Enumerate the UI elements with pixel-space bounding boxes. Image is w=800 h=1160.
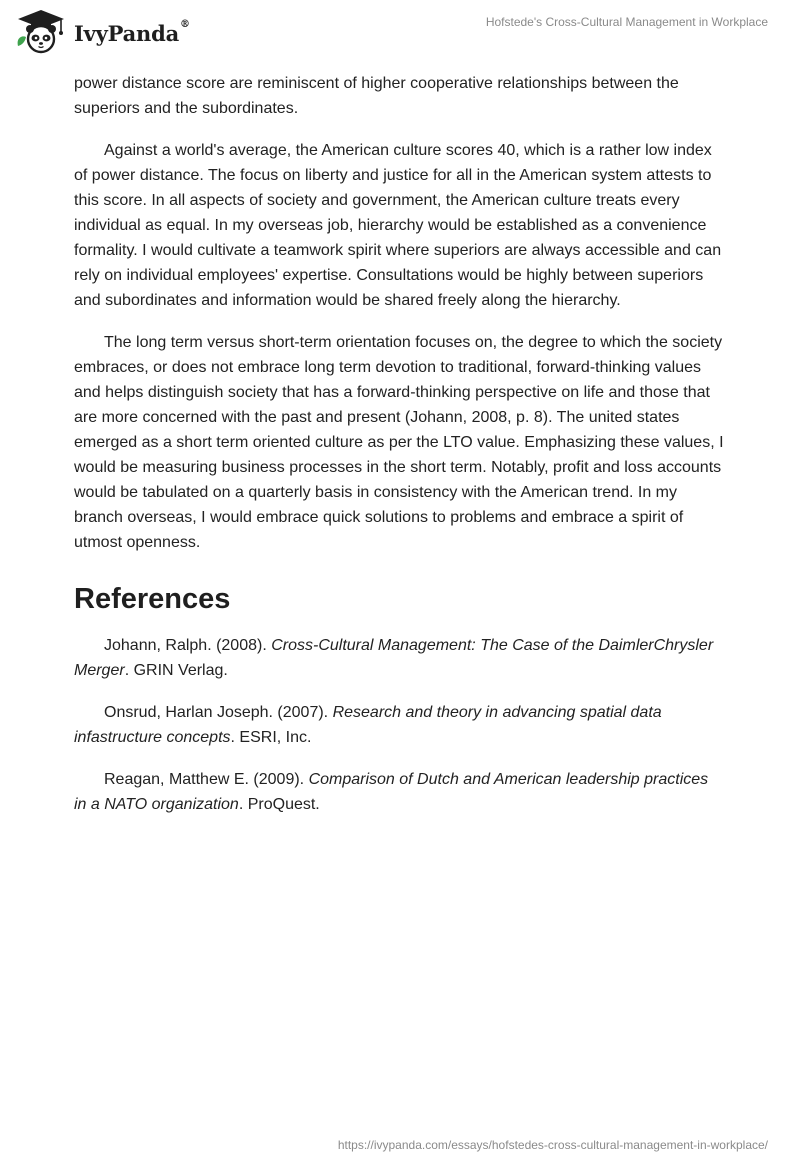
reference-publisher: . ProQuest.: [238, 796, 320, 813]
brand-name: IvyPanda®: [74, 18, 190, 46]
reference-item: [74, 767, 724, 817]
reference-item: [74, 700, 724, 750]
reference-author: Reagan, Matthew E. (2009).: [104, 771, 309, 788]
page-header: [0, 0, 800, 64]
panda-graduate-icon: [14, 8, 68, 54]
reference-author: Johann, Ralph. (2008).: [104, 637, 272, 654]
essay-content: [74, 71, 724, 834]
reference-title: Cross-Cultural Management: The Case of the DaimlerChrysler Merger: [74, 637, 714, 679]
body-paragraph-2: Against a world's average, the American culture scores 40, which is a rather low index of power distance. The focus on liberty and justice for all in the American system attests to this score. In all aspects of society and government, the American culture treats every individual as equal. In my overseas job, hierarchy would be established as a convenience formality. I would cultivate a teamwork spirit where superiors are always accessible and can rely on individual employees' expertise. Consultations would be highly between superiors and subordinates and information would be shared freely along the hierarchy.: [74, 142, 722, 309]
reference-title: Research and theory in advancing spatial data infastructure concepts: [74, 704, 662, 746]
references-heading: References: [74, 583, 231, 615]
reference-publisher: . GRIN Verlag.: [124, 662, 228, 679]
reference-item: [74, 633, 724, 683]
ivypanda-logo[interactable]: [14, 8, 190, 54]
source-url[interactable]: https://ivypanda.com/essays/hofstedes-cross-cultural-management-in-workplace/: [337, 1138, 768, 1152]
body-paragraph-1: power distance score are reminiscent of higher cooperative relationships between the superiors and the subordinates.: [74, 75, 679, 117]
reference-publisher: . ESRI, Inc.: [230, 729, 312, 746]
reference-title: Comparison of Dutch and American leadership practices in a NATO organization: [74, 771, 709, 813]
document-title: Hofstede's Cross-Cultural Management in Workplace: [485, 15, 768, 29]
body-paragraph-3: The long term versus short-term orientation focuses on, the degree to which the society embraces, or does not embrace long term devotion to traditional, forward-thinking values and helps distinguish society that has a forward-thinking perspective on life and those that are more concerned with the past and present (Johann, 2008, p. 8). The united states emerged as a short term oriented culture as per the LTO value. Emphasizing these values, I would be measuring business processes in the short term. Notably, profit and loss accounts would be tabulated on a quarterly basis in consistency with the American trend. In my branch overseas, I would embrace quick solutions to problems and embrace a spirit of utmost openness.: [74, 334, 724, 551]
registered-mark: ®: [180, 18, 190, 30]
reference-author: Onsrud, Harlan Joseph. (2007).: [104, 704, 333, 721]
